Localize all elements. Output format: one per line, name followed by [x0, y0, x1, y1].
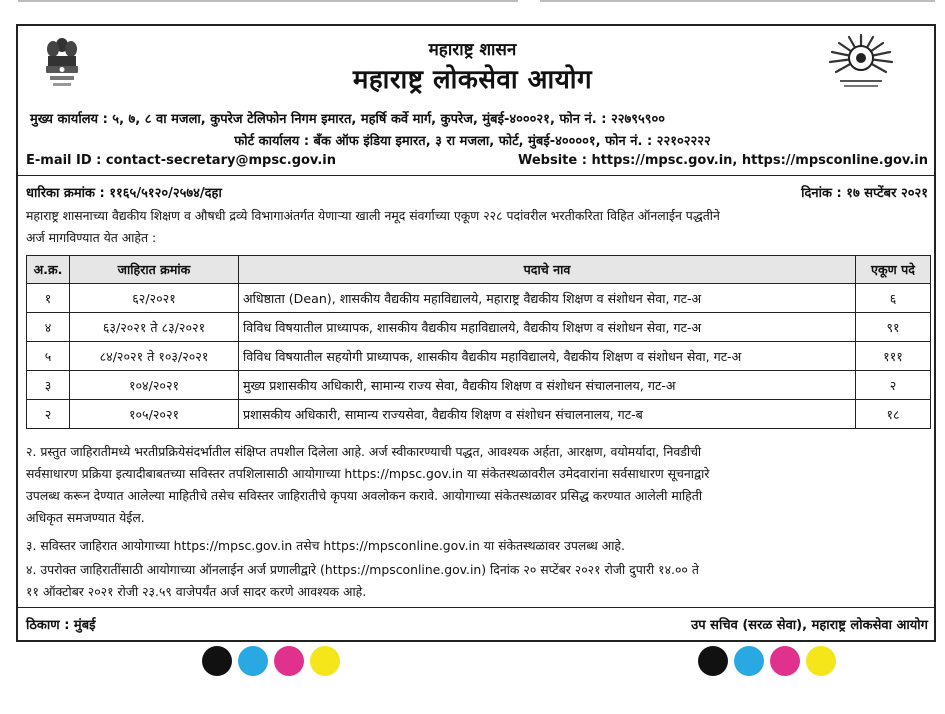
header-serial: अ.क्र.	[27, 256, 70, 284]
cell-total-posts: १८	[856, 400, 931, 429]
table-row	[27, 313, 931, 342]
header-total-posts: एकूण पदे	[856, 256, 931, 284]
cell-serial: २	[27, 400, 70, 429]
cell-total-posts: ९१	[856, 313, 931, 342]
cell-ad-number: ८४/२०२१ ते १०३/२०२१	[70, 342, 239, 371]
cell-post-name: विविध विषयातील प्राध्यापक, शासकीय वैद्यकीय महाविद्यालये, वैद्यकीय शिक्षण व संशोधन सेवा, गट-अ	[239, 313, 856, 342]
paragraph-2-line-1: २. प्रस्तुत जाहिरातीमध्ये भरतीप्रक्रियेसंदर्भातील संक्षिप्त तपशील दिलेला आहे. अर्ज स्वीकारण्याची पद्धत, आवश्यक अर्हता, आरक्षण, वयोमर्यादा, निवडीची	[26, 444, 702, 459]
cell-total-posts: २	[856, 371, 931, 400]
cell-post-name: अधिष्ठाता (Dean), शासकीय वैद्यकीय महाविद्यालये, महाराष्ट्र वैद्यकीय शिक्षण व संशोधन सेवा, गट-अ	[239, 284, 856, 313]
top-rule-right	[540, 0, 935, 2]
cell-ad-number: १०४/२०२१	[70, 371, 239, 400]
top-rule-left	[18, 0, 518, 2]
file-number: धारिका क्रमांक : ११६५/५१२०/२५७४/दहा	[26, 186, 222, 201]
table-row	[27, 284, 931, 313]
footer-divider	[18, 607, 934, 608]
paragraph-4-line-1: ४. उपरोक्त जाहिरातींसाठी आयोगाच्या ऑनलाईन अर्ज प्रणालीद्वारे (https://mpsconline.gov.in) दिनांक २० सप्टेंबर २०२१ रोजी दुपारी १४.०० ते	[26, 562, 699, 577]
website-links: Website : https://mpsc.gov.in, https://mpsconline.gov.in	[517, 153, 928, 168]
notice-date: दिनांक : १७ सप्टेंबर २०२१	[801, 186, 928, 201]
email-id: E-mail ID : contact-secretary@mpsc.gov.in	[26, 153, 337, 168]
header-ad-number: जाहिरात क्रमांक	[70, 256, 239, 284]
place-label: ठिकाण : मुंबई	[26, 618, 96, 633]
registration-dot-black	[698, 646, 728, 676]
table-header-row	[27, 256, 931, 284]
cell-post-name: प्रशासकीय अधिकारी, सामान्य राज्यसेवा, वैद्यकीय शिक्षण व संशोधन संचालनालय, गट-ब	[239, 400, 856, 429]
table-row	[27, 371, 931, 400]
cell-ad-number: १०५/२०२१	[70, 400, 239, 429]
intro-paragraph-line-2: अर्ज मागविण्यात येत आहेत :	[26, 230, 157, 245]
cell-total-posts: १११	[856, 342, 931, 371]
registration-dot-yellow	[806, 646, 836, 676]
paragraph-2-line-4: अधिकृत समजण्यात येईल.	[26, 510, 145, 525]
registration-marks-left	[202, 646, 340, 676]
registration-dot-black	[202, 646, 232, 676]
paragraph-2-line-3: उपलब्ध करून देण्यात आलेल्या माहितीचे तसेच सविस्तर जाहिरातीचे कृपया अवलोकन करावे. आयोगाच्या संकेतस्थळावर प्रसिद्ध करण्यात आलेली माहिती	[26, 488, 703, 503]
cell-serial: ५	[27, 342, 70, 371]
paragraph-2-line-2: सर्वसाधारण प्रक्रिया इत्यादीबाबतच्या सविस्तर तपशिलासाठी आयोगाच्या https://mpsc.gov.in या संकेतस्थळावरील उमेदवारांना सर्वसाधारण सूचनाद्वारे	[26, 466, 710, 481]
cell-serial: ४	[27, 313, 70, 342]
fort-office-address: फोर्ट कार्यालय : बँक ऑफ इंडिया इमारत, ३ रा मजला, फोर्ट, मुंबई-४००००१, फोन नं. : २२१०२२२२	[234, 134, 711, 149]
registration-dot-cyan	[734, 646, 764, 676]
cell-ad-number: ६३/२०२१ ते ८३/२०२१	[70, 313, 239, 342]
registration-dot-magenta	[274, 646, 304, 676]
cell-serial: १	[27, 284, 70, 313]
registration-dot-yellow	[310, 646, 340, 676]
cell-post-name: मुख्य प्रशासकीय अधिकारी, सामान्य राज्य सेवा, वैद्यकीय शिक्षण व संशोधन संचालनालय, गट-अ	[239, 371, 856, 400]
table-row	[27, 400, 931, 429]
paragraph-3: ३. सविस्तर जाहिरात आयोगाच्या https://mpsc.gov.in तसेच https://mpsconline.gov.in या संकेतस्थळावर उपलब्ध आहे.	[26, 538, 625, 553]
head-office-address: मुख्य कार्यालय : ५, ७, ८ वा मजला, कुपरेज टेलिफोन निगम इमारत, महर्षि कर्वे मार्ग, कुपरेज, मुंबई-४०००२१, फोन नं. : २२७९५९००	[30, 112, 666, 127]
signatory-label: उप सचिव (सरळ सेवा), महाराष्ट्र लोकसेवा आयोग	[691, 618, 928, 633]
government-title: महाराष्ट्र शासन	[428, 40, 517, 60]
commission-title: महाराष्ट्र लोकसेवा आयोग	[352, 65, 593, 95]
cell-serial: ३	[27, 371, 70, 400]
header-divider	[18, 175, 934, 176]
registration-dot-cyan	[238, 646, 268, 676]
registration-dot-magenta	[770, 646, 800, 676]
cell-post-name: विविध विषयातील सहयोगी प्राध्यापक, शासकीय वैद्यकीय महाविद्यालये, वैद्यकीय शिक्षण व संशोधन सेवा, गट-अ	[239, 342, 856, 371]
cell-total-posts: ६	[856, 284, 931, 313]
header-post-name: पदाचे नाव	[239, 256, 856, 284]
table-row	[27, 342, 931, 371]
intro-paragraph-line-1: महाराष्ट्र शासनाच्या वैद्यकीय शिक्षण व औषधी द्रव्ये विभागाअंतर्गत येणाऱ्या खाली नमूद संवर्गाच्या एकूण २२८ पदांवरील भरतीकरिता विहित ऑनलाईन पद्धतीने	[26, 208, 720, 223]
cell-ad-number: ६२/२०२१	[70, 284, 239, 313]
paragraph-4-line-2: ११ ऑक्टोबर २०२१ रोजी २३.५९ वाजेपर्यंत अर्ज सादर करणे आवश्यक आहे.	[26, 584, 367, 599]
posts-table	[26, 255, 931, 429]
registration-marks-right	[698, 646, 836, 676]
